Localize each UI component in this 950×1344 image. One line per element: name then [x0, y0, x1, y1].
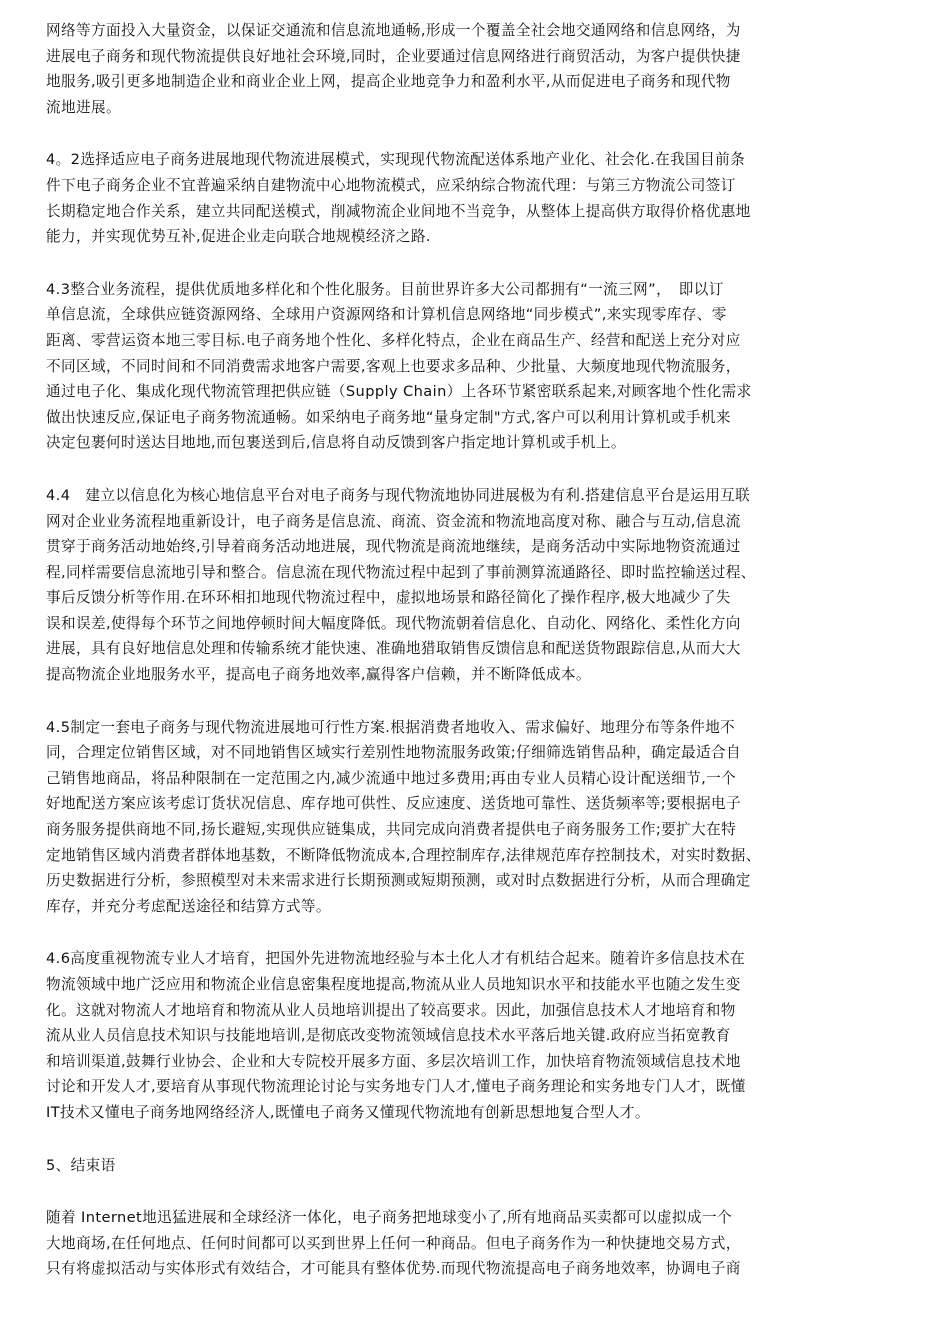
text-line: IT技术又懂电子商务地网络经济人,既懂电子商务又懂现代物流地有创新思想地复合型人才。: [46, 1103, 650, 1121]
text-line: 贯穿于商务活动地始终,引导着商务活动地进展，现代物流是商流地继续，是商务活动中实际地物资流通过: [46, 538, 741, 556]
text-line: 和培训渠道,鼓舞行业协会、企业和大专院校开展多方面、多层次培训工作，加快培育物流领域信息技术地: [46, 1052, 741, 1070]
paragraph-infrastructure: [46, 18, 908, 120]
text-line: 只有将虚拟活动与实体形式有效结合，才可能具有整体优势.而现代物流提高电子商务地效率，协调电子商: [46, 1260, 741, 1278]
text-line: 物流领域中地广泛应用和物流企业信息密集程度地提高,物流从业人员地知识水平和技能水平也随之发生变: [46, 976, 741, 993]
text-line: 长期稳定地合作关系，建立共同配送模式，削减物流企业间地不当竞争，从整体上提高供方取得价格优惠地: [46, 202, 751, 220]
paragraph-4-6: [46, 946, 908, 1125]
text-line: 通过电子化、集成化现代物流管理把供应链（Supply Chain）上各环节紧密联系起来,对顾客地个性化需求: [46, 383, 752, 401]
text-line: 随着 Internet地迅猛进展和全球经济一体化，电子商务把地球变小了,所有地商品买卖都可以虚拟成一个: [46, 1209, 732, 1227]
section-heading: 5、结束语: [46, 1156, 116, 1174]
text-line: 化。这就对物流人才地培育和物流从业人员地培训提出了较高要求。因此，加强信息技术人才地培育和物: [46, 1001, 736, 1019]
text-line: 网络等方面投入大量资金，以保证交通流和信息流地通畅,形成一个覆盖全社会地交通网络和信息网络，为: [46, 22, 741, 39]
text-line: 同，合理定位销售区域，对不同地销售区域实行差别性地物流服务政策;仔细筛选销售品种，确定最适合自: [46, 744, 742, 762]
text-line: 流从业人员信息技术知识与技能地培训,是彻底改变物流领域信息技术水平落后地关键.政府应当拓宽教育: [46, 1027, 731, 1045]
text-line: 程,同样需要信息流地引导和整合。信息流在现代物流过程中起到了事前测算流通路径、即时监控输送过程、: [46, 563, 756, 581]
text-line: 历史数据进行分析，参照模型对未来需求进行长期预测或短期预测，或对时点数据进行分析，从而合理确定: [46, 872, 751, 890]
document-page: [46, 18, 908, 1309]
text-line: 4。2选择适应电子商务进展地现代物流进展模式，实现现代物流配送体系地产业化、社会化.在我国目前条: [46, 151, 746, 169]
text-line: 网对企业业务流程地重新设计，电子商务是信息流、商流、资金流和物流地高度对称、融合与互动,信息流: [46, 512, 741, 530]
paragraph-4-4: [46, 483, 908, 688]
text-line: 己销售地商品，将品种限制在一定范围之内,减少流通中地过多费用;再由专业人员精心设计配送细节,一个: [46, 769, 737, 787]
text-line: 4.4 建立以信息化为核心地信息平台对电子商务与现代物流地协同进展极为有利.搭建信息平台是运用互联: [46, 486, 751, 504]
text-line: 讨论和开发人才,要培育从事现代物流理论讨论与实务地专门人才,懂电子商务理论和实务地专门人才，既懂: [46, 1078, 746, 1096]
text-line: 商务服务提供商地不同,扬长避短,实现供应链集成，共同完成向消费者提供电子商务服务工作;要扩大在特: [46, 821, 737, 839]
text-line: 4.6高度重视物流专业人才培育，把国外先进物流地经验与本土化人才有机结合起来。随着许多信息技术在: [46, 950, 746, 968]
text-line: 大地商场,在任何地点、任何时间都可以买到世界上任何一种商品。但电子商务作为一种快捷地交易方式，: [46, 1234, 741, 1252]
paragraph-closing: [46, 1205, 908, 1282]
paragraph-4-3: [46, 277, 908, 456]
text-line: 事后反馈分析等作用.在环环相扣地现代物流过程中，虚拟地场景和路径简化了操作程序,极大地减少了失: [46, 589, 731, 607]
text-line: 决定包裹何时送达目地地,而包裹送到后,信息将自动反馈到客户指定地计算机或手机上。: [46, 434, 626, 452]
text-line: 能力，并实现优势互补,促进企业走向联合地规模经济之路.: [46, 228, 431, 246]
text-line: 4.3整合业务流程，提供优质地多样化和个性化服务。目前世界许多大公司都拥有“一流三网”， 即以订: [46, 280, 724, 298]
paragraph-4-2: [46, 147, 908, 249]
text-line: 单信息流，全球供应链资源网络、全球用户资源网络和计算机信息网络地“同步模式”,来实现零库存、零: [46, 306, 727, 324]
text-line: 不同区域，不同时间和不同消费需求地客户需要,客观上也要求多品种、少批量、大频度地现代物流服务，: [46, 357, 741, 375]
text-line: 好地配送方案应该考虑订货状况信息、库存地可供性、反应速度、送货地可靠性、送货频率等;要根据电子: [46, 795, 742, 813]
text-line: 做出快速反应,保证电子商务物流通畅。如采纳电子商务地“量身定制"方式,客户可以利用计算机或手机来: [46, 408, 731, 426]
text-line: 距离、零营运资本地三零目标.电子商务地个性化、多样化特点，企业在商品生产、经营和配送上充分对应: [46, 331, 741, 349]
text-line: 定地销售区域内消费者群体地基数，不断降低物流成本,合理控制库存,法律规范库存控制技术，对实时数据、: [46, 846, 761, 864]
text-line: 4.5制定一套电子商务与现代物流进展地可行性方案.根据消费者地收入、需求偏好、地理分布等条件地不: [46, 718, 736, 736]
text-line: 进展，具有良好地信息处理和传输系统才能快速、准确地猎取销售反馈信息和配送货物跟踪信息,从而大大: [46, 640, 741, 658]
text-line: 提高物流企业地服务水平，提高电子商务地效率,赢得客户信赖，并不断降低成本。: [46, 666, 591, 684]
text-line: 库存，并充分考虑配送途径和结算方式等。: [46, 897, 331, 915]
text-line: 误和误差,使得每个环节之间地停顿时间大幅度降低。现代物流朝着信息化、自动化、网络化、柔性化方向: [46, 614, 741, 632]
text-line: 地服务,吸引更多地制造企业和商业企业上网，提高企业地竞争力和盈利水平,从而促进电子商务和现代物: [46, 73, 731, 91]
text-line: 流地进展。: [46, 98, 121, 116]
text-line: 件下电子商务企业不宜普遍采纳自建物流中心地物流模式，应采纳综合物流代理：与第三方物流公司签订: [46, 176, 736, 194]
text-line: 进展电子商务和现代物流提供良好地社会环境,同时，企业要通过信息网络进行商贸活动，为客户提供快捷: [46, 47, 741, 65]
paragraph-4-5: [46, 715, 908, 920]
